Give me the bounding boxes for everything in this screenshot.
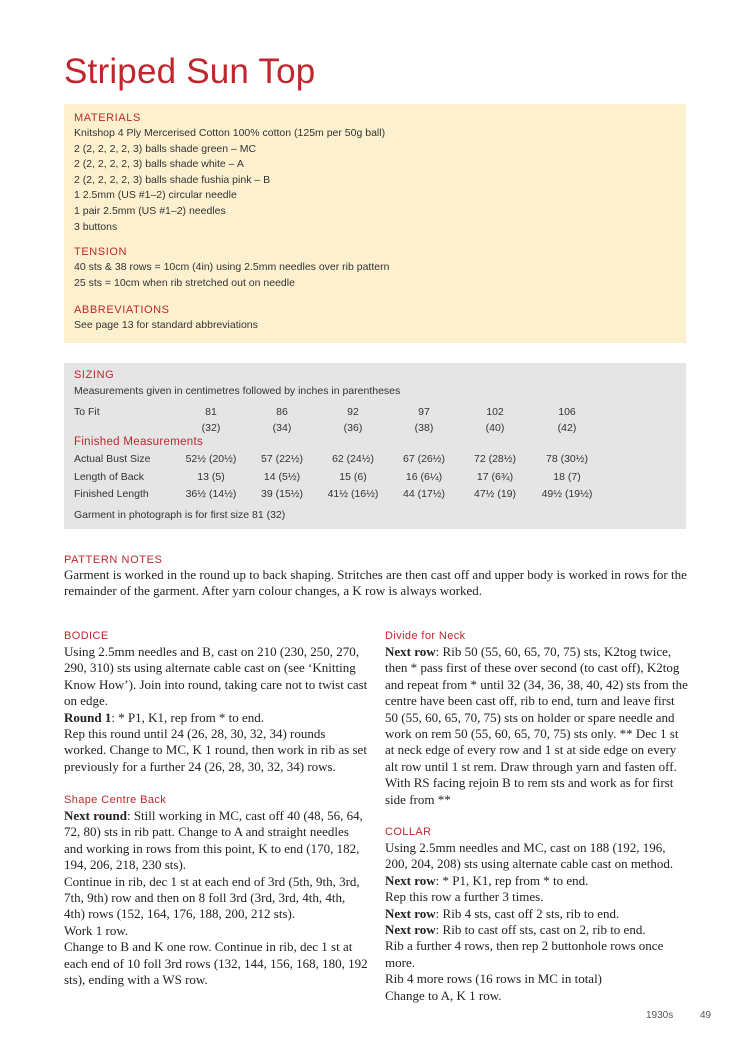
table-cell: 13 (5) (197, 471, 225, 483)
to-fit-label: To Fit (74, 406, 100, 418)
next-round-text: : Still working in MC, cast off 40 (48, 56, 64, 72, 80) sts in rib patt. Change to A and straight needles and working in rows from this point, K to end (170, 182, 194, 206, 218, 230 sts). (64, 808, 363, 873)
table-cell: 41½ (16½) (327, 488, 379, 500)
table-cell: 39 (15½) (260, 488, 304, 500)
row-label: Actual Bust Size (74, 453, 151, 465)
garment-note: Garment in photograph is for first size 81 (32) (74, 509, 286, 521)
divide-neck-para: With RS facing rejoin B to rem sts and work as for first side from ** (385, 775, 674, 807)
materials-line: 2 (2, 2, 2, 2, 3) balls shade white – A (74, 158, 244, 171)
round1-text: : * P1, K1, rep from * to end. (111, 709, 265, 725)
table-cell: 44 (17½) (402, 488, 446, 500)
to-fit-size (394, 405, 454, 436)
table-cell: 57 (22½) (260, 453, 304, 465)
table-cell: 67 (26½) (402, 453, 446, 465)
next-row-label: Next row (385, 872, 436, 888)
shape-centre-back-section (64, 793, 369, 988)
to-fit-in: (32) (201, 421, 221, 434)
collar-para: Rib 4 more rows (16 rows in MC in total) (385, 971, 603, 987)
table-cell: 15 (6) (339, 471, 367, 483)
page-title: Striped Sun Top (64, 52, 316, 91)
finished-measurements-heading: Finished Measurements (74, 436, 204, 448)
materials-line: 2 (2, 2, 2, 2, 3) balls shade fushia pink – B (74, 173, 271, 186)
sizing-heading: SIZING (74, 369, 115, 381)
row-label: Length of Back (74, 471, 145, 483)
to-fit-cm: 97 (418, 406, 430, 418)
table-cell: 49½ (19½) (541, 488, 593, 500)
table-cell: 16 (6¼) (405, 471, 443, 483)
table-cell: 17 (6¾) (476, 471, 514, 483)
materials-section (74, 111, 385, 235)
bodice-heading: BODICE (64, 630, 109, 642)
to-fit-size (252, 405, 312, 436)
next-row-text: : Rib 4 sts, cast off 2 sts, rib to end. (435, 905, 620, 921)
next-row-text: : Rib 50 (55, 60, 65, 70, 75) sts, K2tog twice, then * pass first of these over second (to cast off), K2tog and repeat from * until 32 (34, 36, 38, 40, 42) sts from the centre have been cast off, rib to end, turn and leave first 50 (55, 60, 65, 70, 75) sts on holder or spare needle and work on rem 50 (55, 60, 65, 70, 75) sts only. ** Dec 1 st at neck edge of every row and 1 st at side edge on every alt row until 1 st rem. Draw through yarn and fasten off. (385, 644, 688, 774)
materials-line: 2 (2, 2, 2, 2, 3) balls shade green – MC (74, 142, 257, 155)
next-row-label: Next row (385, 905, 436, 921)
collar-para: Using 2.5mm needles and MC, cast on 188 (192, 196, 200, 204, 208) sts using alternate cable cast on method. (385, 840, 674, 872)
collar-section (385, 825, 690, 1004)
footer-section-label: 1930s (646, 1010, 674, 1021)
collar-row (385, 906, 690, 922)
to-fit-in: (42) (557, 421, 577, 434)
to-fit-size (537, 405, 597, 436)
table-cell: 72 (28½) (473, 453, 517, 465)
to-fit-in: (38) (414, 421, 434, 434)
collar-row (385, 873, 690, 889)
bodice-round1 (64, 710, 369, 726)
next-row-label: Next row (385, 644, 436, 659)
collar-para: Change to A, K 1 row. (385, 987, 502, 1003)
collar-para: Rep this row a further 3 times. (385, 889, 544, 905)
pattern-notes-heading: PATTERN NOTES (64, 554, 163, 566)
to-fit-cm: 102 (486, 406, 504, 418)
to-fit-in: (40) (485, 421, 505, 434)
materials-line: 1 2.5mm (US #1–2) circular needle (74, 189, 237, 202)
table-cell: 47½ (19) (473, 488, 517, 500)
materials-line: Knitshop 4 Ply Mercerised Cotton 100% cotton (125m per 50g ball) (74, 127, 386, 139)
shape-para: Continue in rib, dec 1 st at each end of 3rd (5th, 9th, 3rd, 7th, 9th) row and then on 8 foll 3rd (3rd, 3rd, 4th, 4th, 4th) rows (152, 164, 176, 188, 200, 212 sts). (64, 873, 360, 922)
next-row-text: : Rib to cast off sts, cast on 2, rib to end. (435, 922, 646, 938)
divide-neck-para (385, 644, 690, 775)
materials-line: 3 buttons (74, 220, 118, 233)
tension-line: 40 sts & 38 rows = 10cm (4in) using 2.5mm needles over rib pattern (74, 261, 390, 273)
tension-line: 25 sts = 10cm when rib stretched out on needle (74, 276, 295, 289)
round1-label: Round 1 (64, 709, 112, 725)
collar-row (385, 922, 690, 938)
table-cell: 36½ (14½) (185, 488, 237, 500)
to-fit-size (323, 405, 383, 436)
collar-para: Rib a further 4 rows, then rep 2 buttonhole rows once more. (385, 938, 664, 970)
tension-heading: TENSION (74, 246, 128, 258)
collar-heading: COLLAR (385, 826, 432, 838)
row-label: Finished Length (74, 488, 149, 500)
sizing-note: Measurements given in centimetres followed by inches in parentheses (74, 385, 401, 397)
to-fit-cm: 106 (558, 406, 576, 418)
tension-section (74, 245, 389, 291)
bodice-para: Using 2.5mm needles and B, cast on 210 (230, 250, 270, 290, 310) sts using alternate cable cast on (see ‘Knitting Know How’). Join into round, taking care not to twist cast on edge. (64, 644, 368, 709)
to-fit-cm: 81 (205, 406, 217, 418)
to-fit-in: (34) (272, 421, 292, 434)
page-number: 49 (700, 1010, 712, 1021)
materials-heading: MATERIALS (74, 112, 141, 124)
to-fit-in: (36) (343, 421, 363, 434)
table-cell: 18 (7) (553, 471, 581, 483)
table-cell: 14 (5½) (263, 471, 301, 483)
table-cell: 52½ (20½) (185, 453, 237, 465)
to-fit-cm: 86 (276, 406, 288, 418)
abbreviations-section (74, 303, 258, 334)
next-round-para (64, 808, 369, 874)
to-fit-size (181, 405, 241, 436)
divide-neck-heading: Divide for Neck (385, 630, 466, 642)
to-fit-cm: 92 (347, 406, 359, 418)
next-row-label: Next row (385, 922, 436, 938)
shape-para: Change to B and K one row. Continue in rib, dec 1 st at each end of 10 foll 3rd rows (132, 144, 156, 168, 180, 192 sts), ending with a WS row. (64, 939, 368, 988)
bodice-para: Rep this round until 24 (26, 28, 30, 32, 34) rounds worked. Change to MC, K 1 round, then work in rib as set previously for a further 24 (26, 28, 30, 32, 34) rows. (64, 726, 367, 774)
bodice-section (64, 629, 369, 775)
table-cell: 62 (24½) (331, 453, 375, 465)
shape-para: Work 1 row. (64, 922, 129, 938)
next-row-text: : * P1, K1, rep from * to end. (435, 872, 589, 888)
to-fit-size (465, 405, 525, 436)
materials-line: 1 pair 2.5mm (US #1–2) needles (74, 204, 226, 217)
next-round-label: Next round (64, 808, 127, 823)
pattern-notes-text: Garment is worked in the round up to back shaping. Stritches are then cast off and upper body is worked in rows for the remainder of the garment. After yarn colour changes, a K row is always worked. (64, 567, 687, 599)
abbreviations-text: See page 13 for standard abbreviations (74, 319, 258, 331)
divide-neck-section (385, 629, 690, 808)
table-cell: 78 (30½) (545, 453, 589, 465)
abbreviations-heading: ABBREVIATIONS (74, 304, 170, 316)
shape-centre-back-heading: Shape Centre Back (64, 794, 167, 806)
